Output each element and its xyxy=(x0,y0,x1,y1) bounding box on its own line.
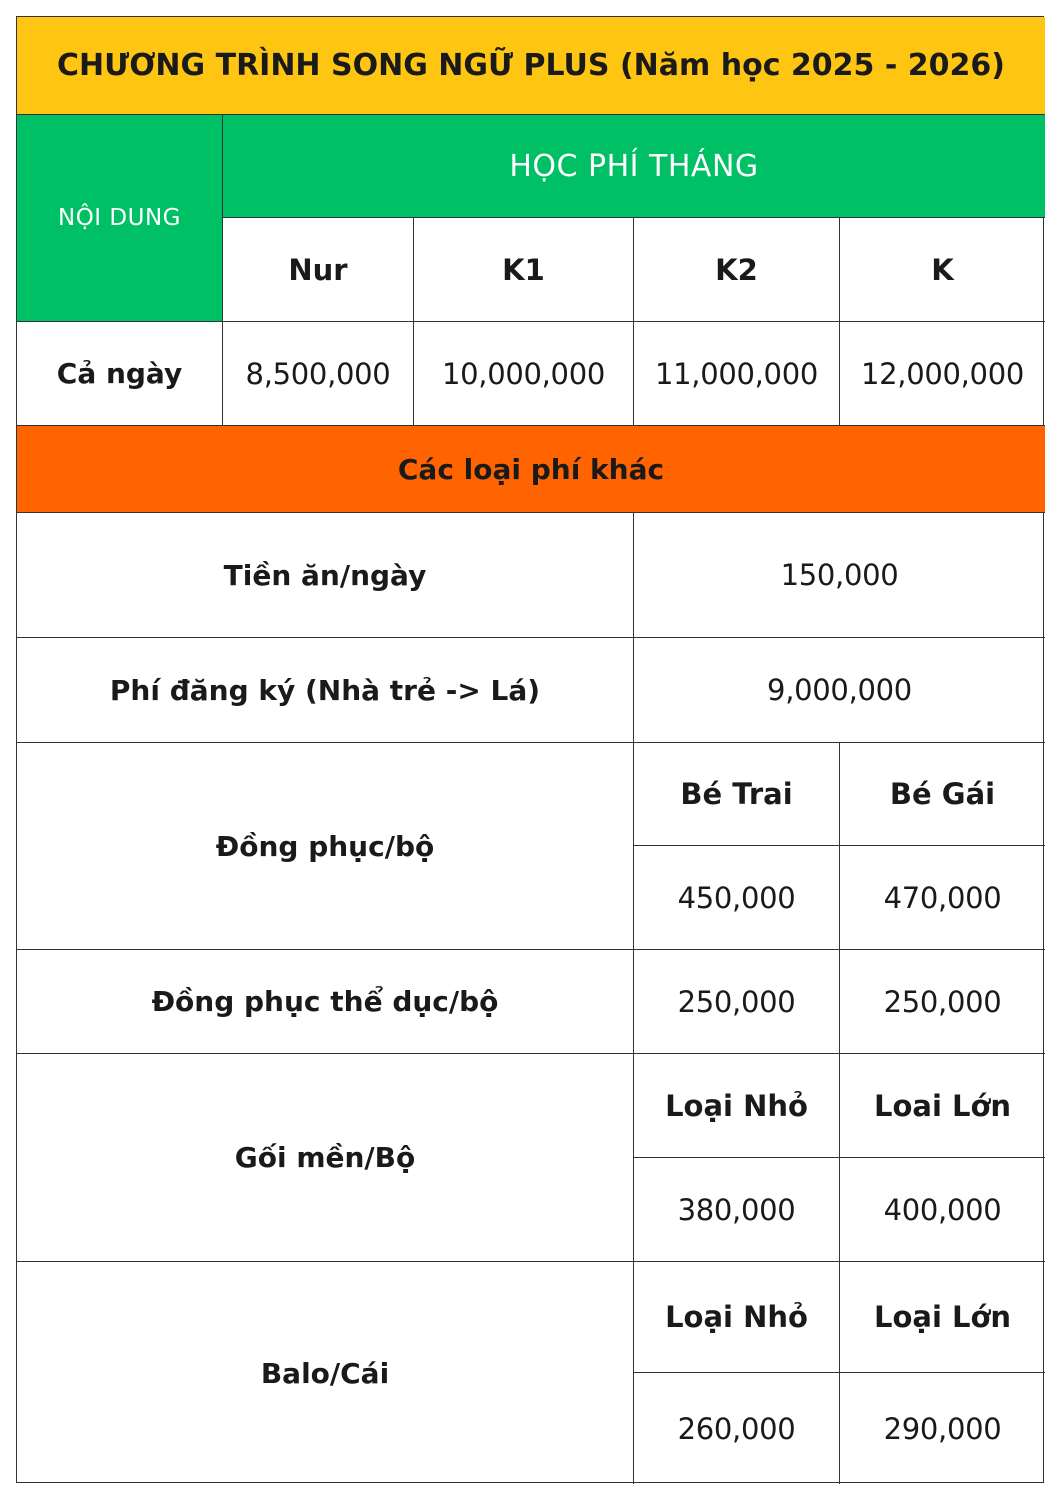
backpack-large-header: Loại Lớn xyxy=(840,1262,1045,1373)
content-header: NỘI DUNG xyxy=(17,115,223,322)
uniform-boy-header: Bé Trai xyxy=(634,743,840,846)
fee-nur: 8,500,000 xyxy=(223,322,414,426)
bedding-small-header: Loại Nhỏ xyxy=(634,1054,840,1158)
column-header-nur: Nur xyxy=(223,218,414,322)
backpack-small-value: 260,000 xyxy=(634,1373,840,1484)
bedding-small-value: 380,000 xyxy=(634,1158,840,1262)
uniform-boy-value: 450,000 xyxy=(634,846,840,950)
meal-label: Tiền ăn/ngày xyxy=(17,513,634,638)
pe-uniform-value-2: 250,000 xyxy=(840,950,1045,1054)
column-header-k1: K1 xyxy=(414,218,634,322)
backpack-label: Balo/Cái xyxy=(17,1262,634,1484)
registration-label: Phí đăng ký (Nhà trẻ -> Lá) xyxy=(17,638,634,743)
registration-value: 9,000,000 xyxy=(634,638,1045,743)
pe-uniform-label: Đồng phục thể dục/bộ xyxy=(17,950,634,1054)
backpack-small-header: Loại Nhỏ xyxy=(634,1262,840,1373)
bedding-large-value: 400,000 xyxy=(840,1158,1045,1262)
uniform-girl-value: 470,000 xyxy=(840,846,1045,950)
fee-k: 12,000,000 xyxy=(840,322,1045,426)
column-header-k: K xyxy=(840,218,1045,322)
uniform-label: Đồng phục/bộ xyxy=(17,743,634,950)
bedding-large-header: Loai Lớn xyxy=(840,1054,1045,1158)
uniform-girl-header: Bé Gái xyxy=(840,743,1045,846)
pe-uniform-value-1: 250,000 xyxy=(634,950,840,1054)
bedding-label: Gối mền/Bộ xyxy=(17,1054,634,1262)
fee-table xyxy=(16,16,1044,1483)
full-day-label: Cả ngày xyxy=(17,322,223,426)
fee-k2: 11,000,000 xyxy=(634,322,840,426)
table-title: CHƯƠNG TRÌNH SONG NGỮ PLUS (Năm học 2025 - 2026) xyxy=(17,17,1045,115)
fee-k1: 10,000,000 xyxy=(414,322,634,426)
meal-value: 150,000 xyxy=(634,513,1045,638)
column-header-k2: K2 xyxy=(634,218,840,322)
monthly-tuition-header: HỌC PHÍ THÁNG xyxy=(223,115,1045,218)
other-fees-heading: Các loại phí khác xyxy=(17,426,1045,513)
backpack-large-value: 290,000 xyxy=(883,1411,1002,1446)
